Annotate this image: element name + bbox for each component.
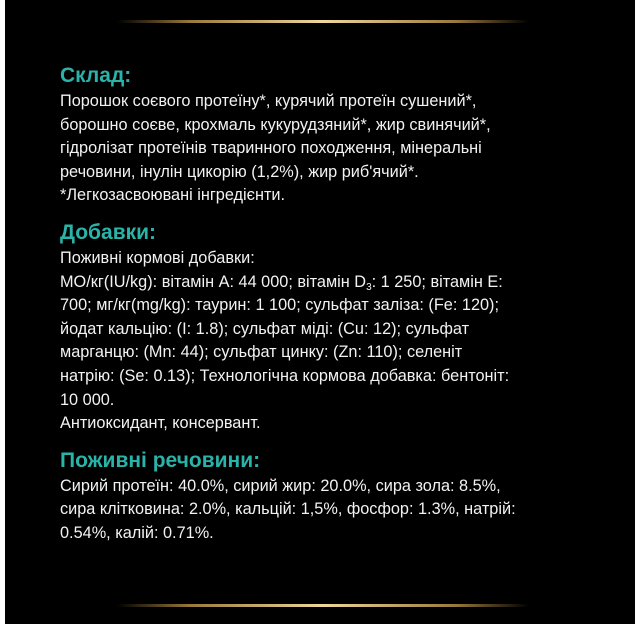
nutrients-line: Сирий протеїн: 40.0%, сирий жир: 20.0%, сира зола: 8.5%,: [60, 476, 501, 495]
composition-line: борошно соєве, крохмаль кукурудзяний*, жир свинячий*,: [60, 115, 491, 134]
additives-vitamins-head: МО/кг(IU/kg): вітамін А: 44 000; вітамін D: [60, 272, 367, 291]
additives-line: 700; мг/кг(mg/kg): таурин: 1 100; сульфат заліза: (Fe: 120);: [60, 296, 499, 315]
additives-line: йодат кальцію: (I: 1.8); сульфат міді: (Cu: 12); сульфат: [60, 319, 470, 338]
section-additives: [60, 219, 580, 436]
additives-line: Поживні кормові добавки:: [60, 248, 255, 267]
nutrients-line: сира клітковина: 2.0%, кальцій: 1,5%, фосфор: 1.3%, натрій:: [60, 500, 516, 519]
top-gold-divider: [117, 20, 529, 23]
additives-line: марганцю: (Mn: 44); сульфат цинку: (Zn: 110); селеніт: [60, 343, 463, 362]
additives-vitamins-line: [60, 271, 580, 295]
label-panel: [5, 0, 635, 624]
additives-line: 10 000.: [60, 390, 115, 409]
bottom-gold-divider: [117, 604, 529, 607]
section-title-composition: Склад:: [60, 64, 132, 87]
additives-line: натрію: (Se: 0.13); Технологічна кормова добавка: бентоніт:: [60, 366, 510, 385]
additives-vitamins-tail: : 1 250; вітамін Е:: [371, 272, 503, 291]
composition-content: [60, 62, 580, 546]
section-title-nutrients: Поживні речовини:: [60, 448, 261, 472]
nutrients-line: 0.54%, калій: 0.71%.: [60, 523, 214, 542]
additives-antioxidant-line: Антиоксидант, консервант.: [60, 414, 261, 433]
vitamin-d-subscript: 3: [366, 281, 372, 293]
section-composition: [60, 62, 580, 208]
section-title-additives: Добавки:: [60, 220, 157, 244]
composition-line: речовини, інулін цикорію (1,2%), жир риб'ячий*.: [60, 162, 419, 181]
section-nutrients: [60, 447, 580, 546]
composition-line: Порошок соєвого протеїну*, курячий протеїн сушений*,: [60, 92, 477, 110]
composition-footnote: *Легкозасвоювані інгредієнти.: [60, 186, 286, 205]
composition-line: гідролізат протеїнів тваринного походження, мінеральні: [60, 139, 482, 158]
